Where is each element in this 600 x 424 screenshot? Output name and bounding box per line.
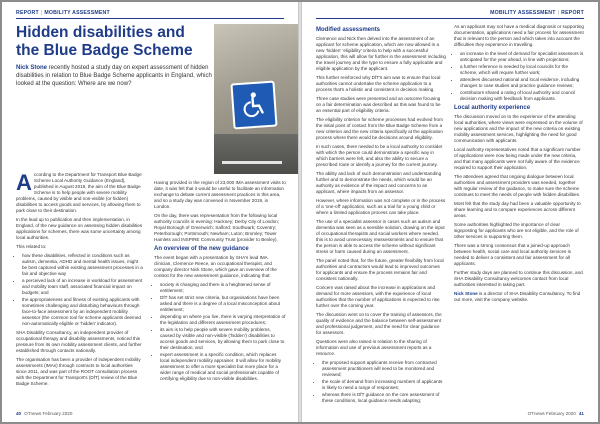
list-item: • depending on where you live, there is varying interpretation of the legislation and different assessment procedures; — [160, 314, 286, 326]
left-page — [2, 2, 298, 422]
list-item: • its aim is to help people with severe mobility problems, caused by visible and non-visible ('hidden') disabilities to access goods and services, by allowing them to park close to their destination; and — [160, 327, 286, 351]
section-header: MOBILITY ASSESSMENT | REPORT — [490, 10, 584, 16]
list-item: • expert assessment in a specific condition, which replaces local independent mobility appraiser. It will allow for mobility assessment to offer a more specialist but more place for a wider range of medical and social professionals capable of certifying eligibility due to non-visible disabilities. — [160, 352, 286, 382]
header-rule — [316, 18, 584, 19]
list-item: • the appropriateness and fitness of existing applicants with sometimes challenging and disturbing behaviours through face-to-face assessment by an independent mobility assessor (the common tool for scheme applicants deemed non-automatically eligible or 'hidden' indicator). — [22, 297, 144, 327]
bullet-list — [316, 360, 446, 404]
paragraph: However, where information was not complete or in the process of a 'one-off' application, such as a trial for a young child or where a limited application process can take place. — [316, 198, 446, 215]
paragraph: The panel noted that, for the future, greater flexibility from local authorities and contractors would lead to improved outcomes for applicants and ensure the process remains fair and consistent nationally. — [316, 258, 444, 281]
paragraph: The discussion moved on to the experience of the attending local authorities, where views were expressed on the volume of new applications and the impact of the new criteria on existing mobility assessment services, highlighting the need for good communication with applicants. — [454, 114, 583, 143]
left-column-1 — [16, 172, 144, 390]
paragraph: Questions were also raised in relation to the sharing of information and use of previous assessment reports as a resource. — [316, 339, 432, 356]
page-number: 41 — [578, 411, 584, 416]
paragraph: Concern was raised about the increase in applications and demand for more assessors, with the experience of local authorities that the number of applications is expected to rise further over the coming year. — [316, 285, 440, 308]
right-column-2 — [454, 24, 584, 306]
list-item: • how these disabilities, reflected in conditions such as autism, dementia, ADHD and mental health issues, might be best captured within existing assessment processes in a fair and objective way — [22, 253, 144, 277]
paragraph: The use of a specialist assessor in cases such as autism and dementia was seen as a sensible solution, drawing on the input of occupational therapists and social workers where needed, this is to avoid unnecessary reassessments and to ensure that the person is able to access the scheme without significant stress or harm caused during an assessment. — [316, 219, 445, 254]
dropcap: A — [16, 170, 32, 195]
list-item: • attendees discussed national and local evidence, including changes to case studies and practice guidance reviews; — [460, 77, 584, 89]
publication-label: OTnews February 2020 — [24, 411, 73, 416]
subheading: Modified assessments — [316, 27, 381, 33]
standfirst — [16, 64, 226, 88]
paragraph: In such cases, there needed to be a local authority to consider with which the person could demonstrate a specific way in which barriers were felt, and also the ability to secure a prescribed route or identify a journey for the current journey. — [316, 144, 443, 167]
section-label: REPORT — [16, 10, 39, 16]
list-item: • DfT has set strict new criteria, but organisations have been asked and there is a degree of a local misconception about entitlement; — [160, 295, 286, 313]
paragraph: This further reinforced why DfT's aim was to ensure that local authorities cannot undertake the scheme application to a process that's a holistic and consistent in decision making. — [316, 75, 441, 92]
page-footer — [16, 411, 72, 416]
header-rule — [16, 18, 284, 19]
list-item: • a further reference is needed by local councils for the scheme, which will require further work; — [460, 64, 584, 76]
list-item: • a perceived lack of an increase in workload for assessment and mobility team staff, associated financial impact on budgets; and — [22, 278, 144, 296]
paragraph: This related to: — [16, 244, 47, 249]
subheading: An overview of the new guidance — [154, 246, 249, 252]
paragraph: In the lead up to publication and then implementation, in England, of the new guidance on assessing hidden disabilities applications for schemes, there was some uncertainty among local authorities. — [16, 217, 143, 240]
paragraph: SHA Disability Consultancy, an independent provider of occupational therapy and disability assessments, noticed this pressure from its own mobility assessment clients, and further established through contacts nationally. — [16, 330, 142, 353]
list-item: • contributors shared a rating of local authority and council decision making with feedback from applicants. — [460, 90, 584, 102]
right-column-1 — [316, 24, 446, 407]
paragraph: The organisation has been a provider of independent mobility assessments (IMAs) through contracts to local authorities since 2011, and was part of the ROOT consultation process with the Department for Transport's (DfT) review of the Blue Badge Scheme. — [16, 357, 141, 386]
paragraph: Having provided in the region of 23,000 IMA assessment visits to date, it was felt that it would be useful to facilitate an information exchange to debate current assessment practices in this area, and so a study day was convened in November 2019, in London. — [154, 180, 286, 209]
author-bio: Nick Stone is a director of SHA Disability Consultancy. To find out more, visit the company website. — [454, 291, 581, 302]
list-item: • the scale of demand from increasing numbers of applicants is likely to need a range of responses; — [322, 379, 446, 391]
paragraph: There was a strong consensus that a joined-up approach between health, social care and local authority services is needed to deliver a consistent and fair assessment for all applicants. — [454, 243, 571, 266]
page-number: 40 — [16, 411, 22, 416]
publication-label: OTnews February 2020 — [527, 411, 576, 416]
paragraph: The eligibility criterion for scheme processes had evolved from the initial point of contact from the Blue Badge Scheme from a new criterion and the new criteria specifically at the application process where there would be decisions around eligibility. — [316, 117, 443, 140]
left-column-2 — [154, 180, 286, 385]
right-page — [302, 2, 598, 422]
paragraph: The attendees agreed that ongoing dialogue between local authorities and assessment providers was needed, together with regular review of the guidance, to make sure the scheme continues to meet the needs of people with hidden disabilities. — [454, 174, 581, 197]
blue-badge-parking-photo — [214, 24, 298, 174]
paragraph: Further study days are planned to continue this discussion, and SHA Disability Consultancy welcomes contact from local authorities interested in taking part. — [454, 270, 583, 287]
bullet-list — [16, 253, 144, 327]
paragraph: Local authority representatives noted that a significant number of applications were now being made under the new criteria, and that many applicants were not fully aware of the evidence required to support their application. — [454, 147, 581, 170]
tarmac — [214, 134, 298, 174]
subheading: Local authority experience — [454, 105, 531, 111]
paragraph: Clemence and Nick then delved into the assessment of an applicant for scheme application, which are now allowed in a new 'hidden' 'eligibility' criteria to help with a successful application, this will allow for further in the assessment including the travel journey and the type to ensure a fully applicable and eligible application by the applicant. — [316, 36, 446, 71]
parking-bay-line — [222, 161, 282, 164]
paragraph: The event began with a presentation by SHA's lead IMA clinician, Clemence Reece, an occupational therapist, and company director Nick Stone, which gave an overview of the context for the new assessment guidance, indicating that: — [154, 255, 277, 278]
list-item: • the proposed support applicants receive from contracted assessment practitioners will need to be monitored and reviewed; — [322, 360, 446, 378]
paragraph: On the day, there was representation from the following local authority councils in evening: Hackney; Derby City of London; Royal Borough of Greenwich; Salford; Southwark; Coventry; Peterborough; Portsmouth; Newham; Luton; Bromley; Tower Hamlets and INSPIRE Community Trust (provider to Bexley). — [154, 213, 280, 242]
paragraph: The discussion went on to cover the training of assessors, the quality of evidence and the balance between self-assessment and professional judgement, and the need for clear guidance for assessors. — [316, 312, 442, 335]
page-footer — [528, 411, 584, 416]
paragraph: Some authorities highlighted the importance of clear signposting for applicants who are not eligible, and the role of other services in supporting them. — [454, 222, 579, 239]
bullet-list — [454, 51, 584, 102]
intro-paragraph: According to the Department for Transport Blue Badge Scheme Local Authority Guidance (England), published in August 2019, the aim of the Blue Badge Scheme is to help people with severe mobility problems, caused by visible and non-visible (or hidden) disabilities to access goods and services, by allowing them to park close to their destination. — [16, 170, 142, 213]
standfirst-author: Nick Stone — [16, 65, 48, 71]
list-item: • whereas there is DfT guidance on the core assessment of these conditions, local guidance needs adapting; — [322, 392, 446, 404]
section-label: REPORT — [561, 10, 584, 16]
topic-label: MOBILITY ASSESSMENT — [490, 10, 556, 16]
paragraph: Most felt that the study day had been a valuable opportunity to share learning and to compare experiences across different areas. — [454, 201, 581, 218]
bullet-list — [154, 282, 286, 382]
paragraph: The ability and lack of such demonstration and understanding further and to demonstrate the needs, which would be an authority as evidence of the impact and concerns to an applicant, where impacts from an assessor. — [316, 171, 442, 194]
section-header: REPORT | MOBILITY ASSESSMENT — [16, 10, 110, 16]
topic-label: MOBILITY ASSESSMENT — [44, 10, 110, 16]
list-item: • an increase in the level of demand for specialist assessors is anticipated for the year ahead, in line with projections; — [460, 51, 584, 63]
list-item: • society is changing and there is a heightened sense of entitlement; — [160, 282, 286, 294]
author-name: Nick Stone — [454, 291, 478, 296]
article-title: Hidden disabilities and the Blue Badge Scheme — [16, 24, 193, 59]
wheelchair-sign-icon — [230, 81, 277, 130]
standfirst-text: recently hosted a study day on expert assessment of hidden disabilities in relation to Blue Badge Scheme applicants in England, which looked at the question: Where are we now? — [16, 65, 212, 87]
paragraph: As an applicant may not have a medical diagnosis or supporting documentation, applications need a fair process for assessment that is relevant to the person and which takes into account the difficulties they experience in travelling. — [454, 24, 584, 47]
paragraph: Three case studies were presented and an outcome focusing on a fair determination was described as this was found to be an essential part of eligibility criteria. — [316, 96, 441, 113]
